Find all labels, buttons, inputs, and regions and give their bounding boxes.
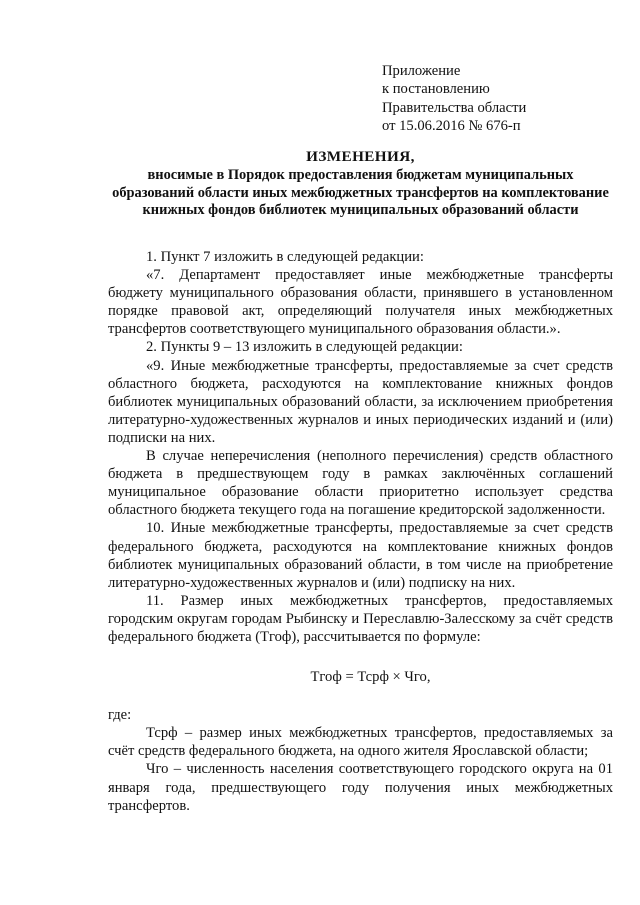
document-title: ИЗМЕНЕНИЯ, [306, 148, 415, 165]
paragraph-9: Чго – численность населения соответствующего городского округа на 01 января года, предшествующего году получения иных межбюджетных трансфертов. [108, 761, 613, 814]
formula: Тгоф = Тсрф × Чго, [310, 669, 431, 686]
appendix-line-4: от 15.06.2016 № 676-п [382, 118, 521, 135]
formula-where-label: где: [108, 707, 132, 724]
appendix-line-1: Приложение [382, 63, 461, 79]
paragraph-6: 10. Иные межбюджетные трансферты, предоставляемые за счет средств федерального бюджета, расходуются на комплектование книжных фондов библиотек муниципальных образований области, в том числе на приобретение литературно-художественных журналов и (или) подписку на них. [108, 520, 613, 591]
paragraph-7: 11. Размер иных межбюджетных трансфертов, предоставляемых городским округам городам Рыбинску и Переславлю-Залесскому за счёт средств федерального бюджета (Тгоф), рассчитывается по формуле: [108, 592, 613, 645]
appendix-line-2: к постановлению [382, 81, 490, 98]
document-body [108, 248, 613, 815]
appendix-block [382, 62, 622, 136]
paragraph-5: В случае неперечисления (неполного перечисления) средств областного бюджета в предшествующем году в рамках заключённых соглашений муниципальное образование области приоритетно использует средства областного бюджета текущего года на погашение кредиторской задолженности. [108, 448, 613, 519]
paragraph-1: 1. Пункт 7 изложить в следующей редакции: [146, 249, 424, 265]
paragraph-3: 2. Пункты 9 – 13 изложить в следующей редакции: [146, 339, 463, 356]
document-subtitle: вносимые в Порядок предоставления бюджетам муниципальных образований области иных межбюджетных трансфертов на комплектование книжных фондов библиотек муниципальных образований области [112, 166, 609, 219]
document-heading [108, 148, 613, 220]
paragraph-4: «9. Иные межбюджетные трансферты, предоставляемые за счет средств областного бюджета, расходуются на комплектование книжных фондов библиотек муниципальных образований области, за исключением приобретения литературно-художественных журналов и иных периодических изданий и (или) подписки на них. [108, 357, 613, 446]
paragraph-2: «7. Департамент предоставляет иные межбюджетные трансферты бюджету муниципального образования области, принявшего в установленном порядке правовой акт, определяющий получателя иных межбюджетных трансфертов соответствующего муниципального образования области.». [108, 267, 613, 338]
paragraph-8: Тсрф – размер иных межбюджетных трансфертов, предоставляемых за счёт средств федерального бюджета, на одного жителя Ярославской области; [108, 725, 613, 760]
appendix-line-3: Правительства области [382, 99, 527, 116]
